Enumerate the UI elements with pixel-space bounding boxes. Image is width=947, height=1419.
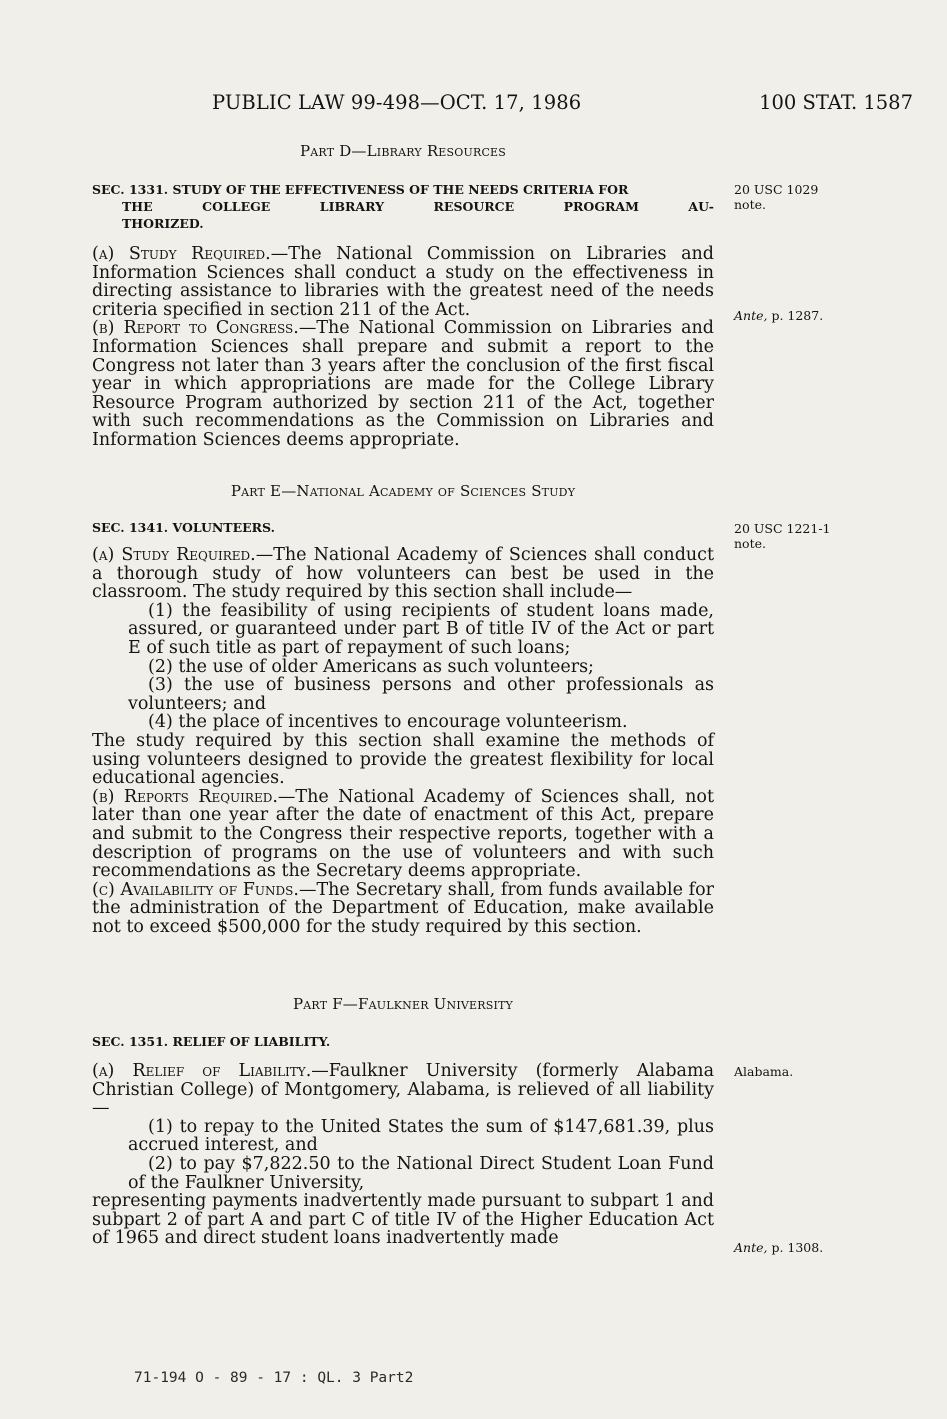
sec-1351-closing: representing payments inadvertently made pursuant to subpart 1 and subpart 2 of part A and part C of title IV of the Higher Education Act of 1965 and direct student loans inadvertently made — [92, 1191, 714, 1249]
sec-1331 — [92, 181, 714, 232]
sec-1341-subsection-a: (a) Study Required.—The National Academy of Sciences shall conduct a thorough study of how volunteers can best be used in the classroom. The study required by this section shall include— — [92, 545, 714, 603]
part-e-heading: Part E—National Academy of Sciences Study — [230, 482, 576, 500]
margin-note-20-usc-1029: 20 USC 1029 note. — [734, 182, 819, 212]
margin-note-ante-1287: Ante, p. 1287. — [734, 308, 824, 323]
part-f-heading: Part F—Faulkner University — [292, 995, 514, 1013]
margin-note-ante-1308: Ante, p. 1308. — [734, 1240, 824, 1255]
list-item: (1) to repay to the United States the sum of $147,681.39, plus accrued interest, and — [128, 1116, 714, 1156]
sec-1341-title: SEC. 1341. VOLUNTEERS. — [92, 520, 275, 535]
list-item: (4) the place of incentives to encourage volunteerism. — [148, 712, 628, 733]
sec-1351-subsection-a: (a) Relief of Liability.—Faulkner University (formerly Alabama Christian College) of Montgomery, Alabama, is relieved of all liability— — [92, 1061, 714, 1119]
margin-note-alabama: Alabama. — [734, 1064, 794, 1079]
sec-1341-body — [92, 546, 714, 936]
sec-1331-subsection-a: (a) Study Required.—The National Commission on Libraries and Information Sciences shall conduct a study on the effectiveness in directing assistance to libraries with the greatest need of the needs criteria specified in section 211 of the Act. — [92, 244, 714, 320]
list-item: (3) the use of business persons and other professionals as volunteers; and — [128, 675, 714, 714]
margin-note-20-usc-1221-1: 20 USC 1221-1 note. — [734, 521, 831, 551]
list-item: (2) to pay $7,822.50 to the National Direct Student Loan Fund of the Faulkner University, — [128, 1153, 714, 1193]
part-d-heading: Part D—Library Resources — [299, 142, 507, 160]
public-law-header: PUBLIC LAW 99-498—OCT. 17, 1986 — [212, 91, 582, 114]
sec-1341-subsection-b: (b) Reports Required.—The National Academy of Sciences shall, not later than one year after the date of enactment of this Act, prepare and submit to the Congress their respective reports, together with a description of programs on the use of volunteers and with such recommendations as the Secretary deems appropriate. — [92, 786, 714, 882]
sec-1351-title: SEC. 1351. RELIEF OF LIABILITY. — [92, 1034, 331, 1049]
statute-page-number: 100 STAT. 1587 — [759, 91, 913, 114]
list-item: (2) the use of older Americans as such volunteers; — [148, 656, 594, 677]
sec-1331-subsection-b: (b) Report to Congress.—The National Commission on Libraries and Information Sciences shall prepare and submit a report to the Congress not later than 3 years after the conclusion of the first fiscal year in which appropriations are made for the College Library Resource Program authorized by section 211 of the Act, together with such recommendations as the Commission on Libraries and Information Sciences deems appropriate. — [92, 318, 714, 450]
part-e-section — [92, 482, 714, 501]
sec-1351-body — [92, 1062, 714, 1248]
sec-1341-closing: The study required by this section shall examine the methods of using volunteers designed to provide the greatest flexibility for local educational agencies. — [92, 730, 714, 789]
list-item: (1) the feasibility of using recipients of student loans made, assured, or guaranteed under part B of title IV of the Act or part E of such title as part of repayment of such loans; — [128, 600, 714, 658]
part-f-section — [92, 995, 714, 1014]
sec-1341 — [92, 519, 714, 536]
print-footer-code: 71-194 O - 89 - 17 : QL. 3 Part2 — [134, 1370, 414, 1386]
part-d-section — [92, 142, 714, 161]
sec-1351 — [92, 1033, 714, 1050]
sec-1341-subsection-c: (c) Availability of Funds.—The Secretary shall, from funds available for the administration of the Department of Education, make available not to exceed $500,000 for the study required by this section. — [92, 879, 714, 937]
sec-1331-title: SEC. 1331. STUDY OF THE EFFECTIVENESS OF THE NEEDS CRITERIA FOR THE COLLEGE LIBRARY RESOURCE PROGRAM AU- THORIZED. — [92, 182, 714, 231]
sec-1331-body — [92, 245, 714, 450]
